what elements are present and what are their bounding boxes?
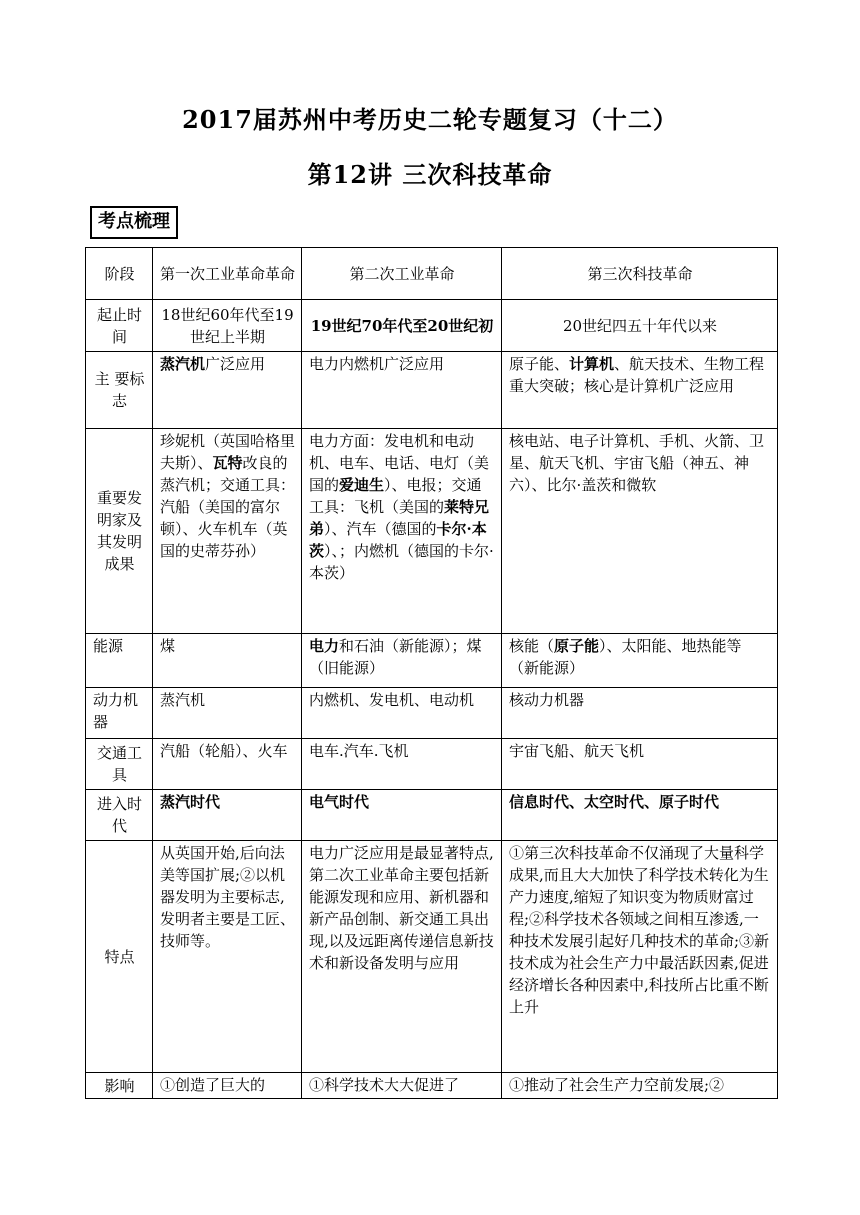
page-title: 2017届苏州中考历史二轮专题复习（十二） — [182, 105, 678, 134]
cell-transport-first: 汽船（轮船）、火车 — [153, 739, 302, 790]
row-label-machine: 动力机器 — [86, 688, 153, 739]
header-first-revolution: 第一次工业革命革命 — [153, 248, 302, 300]
table-header-row — [86, 248, 778, 300]
table-row — [86, 688, 778, 739]
cell-machine-third: 核动力机器 — [502, 688, 778, 739]
row-label-sign: 主 要标志 — [86, 352, 153, 429]
cell-feature-first: 从英国开始,后向法美等国扩展;②以机器发明为主要标志,发明者主要是工匠、技师等。 — [153, 841, 302, 1073]
table-row — [86, 841, 778, 1073]
bold-text: 计算机 — [569, 355, 615, 373]
cell-time-second: 19世纪70年代至20世纪初 — [302, 300, 502, 352]
cell-text: 、航天技术、生物工程重大突破；核心是计算机广泛应用 — [509, 355, 765, 395]
cell-text: 电力方面：发电机和电动机、电车、电话、电灯（美国的 — [309, 432, 490, 494]
header-stage: 阶段 — [86, 248, 153, 300]
cell-text: 和石油（新能源）；煤（旧能源） — [309, 637, 482, 677]
cell-invent-third: 核电站、电子计算机、手机、火箭、卫星、航天飞机、宇宙飞船（神五、神六）、比尔·盖茨和微软 — [502, 429, 778, 634]
row-label-transport: 交通工具 — [86, 739, 153, 790]
cell-feature-third: ①第三次科技革命不仅涌现了大量科学成果,而且大大加快了科学技术转化为生产力速度,缩短了知识变为物质财富过程;②科学技术各领域之间相互渗透,一种技术发展引起好几种技术的革命;③新技术成为社会生产力中最活跃因素,促进经济增长各种因素中,科技所占比重不断上升 — [502, 841, 778, 1073]
cell-text: ）、；内燃机（德国的卡尔·本茨） — [309, 542, 494, 582]
table-row — [86, 1073, 778, 1099]
header-third-revolution: 第三次科技革命 — [502, 248, 778, 300]
row-label-time: 起止时间 — [86, 300, 153, 352]
cell-impact-first: ①创造了巨大的 — [153, 1073, 302, 1099]
header-second-revolution: 第二次工业革命 — [302, 248, 502, 300]
cell-energy-second — [302, 634, 502, 688]
row-label-invent: 重要发明家及其发明成果 — [86, 429, 153, 634]
cell-sign-first — [153, 352, 302, 429]
cell-time-third: 20世纪四五十年代以来 — [502, 300, 778, 352]
table-row — [86, 634, 778, 688]
cell-energy-third — [502, 634, 778, 688]
table-row — [86, 300, 778, 352]
bold-text: 爱迪生 — [339, 476, 385, 494]
table-row — [86, 790, 778, 841]
cell-text: 珍妮机（英国哈格里夫斯）、 — [160, 432, 296, 472]
revolution-table — [85, 247, 778, 1099]
table-row — [86, 352, 778, 429]
row-label-feature: 特点 — [86, 841, 153, 1073]
row-label-era: 进入时代 — [86, 790, 153, 841]
bold-text: 原子能 — [554, 637, 600, 655]
table-row — [86, 739, 778, 790]
row-label-energy: 能源 — [86, 634, 153, 688]
cell-text: ）、太阳能、地热能等（新能源） — [509, 637, 742, 677]
cell-feature-second: 电力广泛应用是最显著特点,第二次工业革命主要包括新能源发现和应用、新机器和新产品创制、新交通工具出现,以及远距离传递信息新技术和新设备发明与应用 — [302, 841, 502, 1073]
cell-era-first: 蒸汽时代 — [153, 790, 302, 841]
cell-energy-first: 煤 — [153, 634, 302, 688]
cell-transport-second: 电车.汽车.飞机 — [302, 739, 502, 790]
cell-era-second: 电气时代 — [302, 790, 502, 841]
cell-machine-second: 内燃机、发电机、电动机 — [302, 688, 502, 739]
cell-text: 广泛应用 — [205, 355, 266, 373]
cell-invent-first — [153, 429, 302, 634]
table-row — [86, 429, 778, 634]
cell-machine-first: 蒸汽机 — [153, 688, 302, 739]
cell-impact-third: ①推动了社会生产力空前发展;② — [502, 1073, 778, 1099]
bold-text: 瓦特 — [212, 454, 243, 472]
cell-text: 原子能、 — [509, 355, 570, 373]
cell-text: 改良的蒸汽机；交通工具：汽船（美国的富尔顿）、火车机车（英国的史蒂芬孙） — [160, 454, 296, 560]
cell-era-third: 信息时代、太空时代、原子时代 — [502, 790, 778, 841]
cell-sign-third — [502, 352, 778, 429]
cell-text: ）、汽车（德国的 — [324, 520, 437, 538]
cell-time-first: 18世纪60年代至19世纪上半期 — [153, 300, 302, 352]
bold-text: 电力 — [309, 637, 340, 655]
cell-text: ）、电报；交通工具：飞机（美国的 — [309, 476, 482, 516]
page-subtitle: 第12讲 三次科技革命 — [307, 160, 553, 189]
bold-text: 蒸汽机 — [160, 355, 206, 373]
bold-text: 莱特兄弟 — [309, 498, 490, 538]
cell-impact-second: ①科学技术大大促进了 — [302, 1073, 502, 1099]
bold-text: 卡尔·本茨 — [309, 520, 487, 560]
cell-text: 核能（ — [509, 637, 555, 655]
row-label-impact: 影响 — [86, 1073, 153, 1099]
section-label: 考点梳理 — [90, 206, 178, 239]
cell-invent-second — [302, 429, 502, 634]
cell-sign-second: 电力内燃机广泛应用 — [302, 352, 502, 429]
cell-transport-third: 宇宙飞船、航天飞机 — [502, 739, 778, 790]
